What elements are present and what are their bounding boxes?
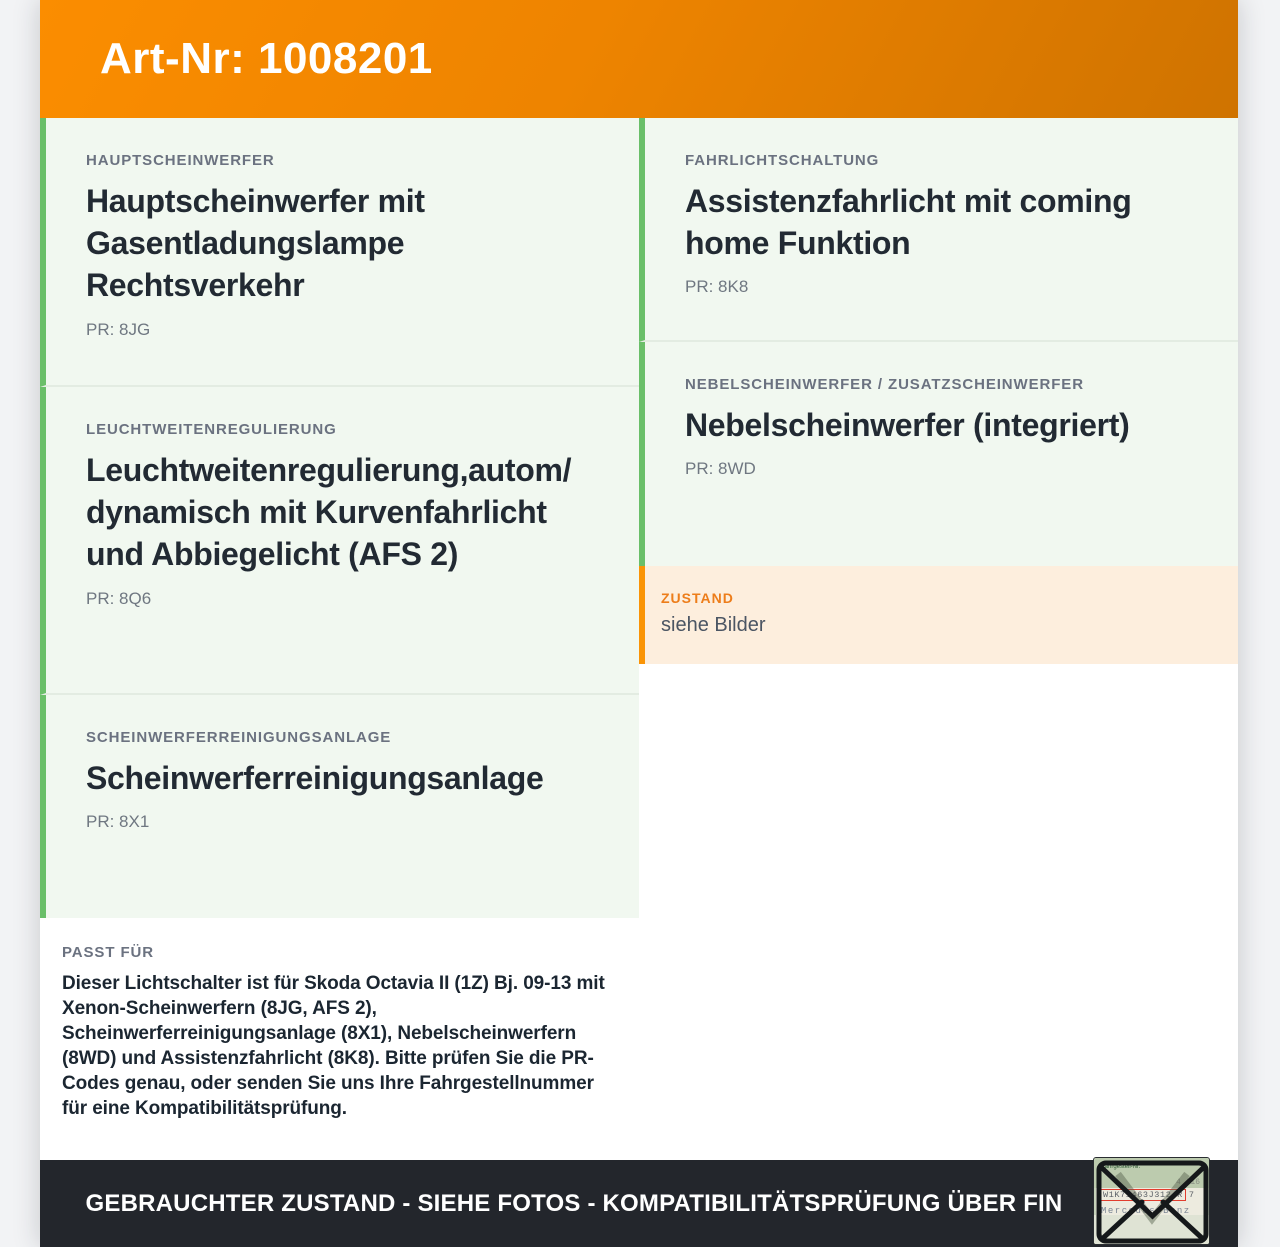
listing-page [40,0,1238,1247]
card-scheinwerferreinigungsanlage [40,695,639,918]
pr-code: PR: 8X1 [86,812,150,832]
fahrgestellnr-label: Fahrgestell-Nr. [1101,1164,1141,1170]
zustand-value: siehe Bilder [661,614,766,636]
pr-code: PR: 8Q6 [86,588,152,608]
card-fahrlichtschaltung [639,118,1238,342]
content-columns [40,118,1238,1160]
card-title: Hauptscheinwerfer mit Gasentladungslampe Rechtsverkehr [86,183,425,304]
card-label: NEBELSCHEINWERFER / ZUSATZSCHEINWERFER [685,376,1084,393]
footer-note: GEBRAUCHTER ZUSTAND - SIEHE FOTOS - KOMPATIBILITÄTSPRÜFUNG ÜBER FIN [85,1189,1063,1217]
card-title: Leuchtweitenregulierung,autom/dynamisch mit Kurvenfahrlicht und Abbiegelicht (AFS 2) [86,452,572,573]
envelope-icon [1094,1158,1210,1245]
article-number-title: Art-Nr: 1008201 [100,34,433,83]
pr-code: PR: 8JG [86,319,151,339]
card-passt-fuer [40,918,639,1160]
pr-code: PR: 8WD [685,459,756,479]
header-banner [40,0,1238,118]
right-column-empty-area [639,664,1238,1160]
card-leuchtweitenregulierung [40,387,639,695]
card-zustand [639,566,1238,664]
card-hauptscheinwerfer [40,118,639,387]
card-label: SCHEINWERFERREINIGUNGSANLAGE [86,729,392,746]
footer-bar [40,1160,1238,1247]
brand-text: Mercedes-Benz [1101,1206,1191,1216]
card-label: LEUCHTWEITENREGULIERUNG [86,421,337,438]
card-title: Nebelscheinwerfer (integriert) [685,407,1130,443]
left-column [40,118,639,1160]
document-code: 4 A16 [1175,1178,1200,1187]
vin-suffix: 7 [1188,1190,1194,1200]
card-title: Assistenzfahrlicht mit coming home Funktion [685,183,1132,262]
card-label: FAHRLICHTSCHALTUNG [685,152,880,169]
fin-document-photo [1093,1157,1210,1245]
pr-code: PR: 8K8 [685,277,749,297]
vin-highlight-box: W1K71463J3124R [1100,1189,1186,1201]
card-label: ZUSTAND [661,590,734,606]
card-title: Scheinwerferreinigungsanlage [86,760,544,796]
card-nebelscheinwerfer [639,342,1238,566]
card-label: PASST FÜR [62,944,154,961]
compatibility-text: Dieser Lichtschalter ist für Skoda Octavia II (1Z) Bj. 09-13 mit Xenon-Scheinwerfern (8JG, AFS 2), Scheinwerferreinigungsanlage (8X1), Nebelscheinwerfern (8WD) und Assistenzfahrlicht (8K8). Bitte prüfen Sie die PR-Codes genau, oder senden Sie uns Ihre Fahrgestellnummer für eine Kompatibilitätsprüfung. [62,973,605,1120]
card-label: HAUPTSCHEINWERFER [86,152,275,169]
right-column [639,118,1238,1160]
